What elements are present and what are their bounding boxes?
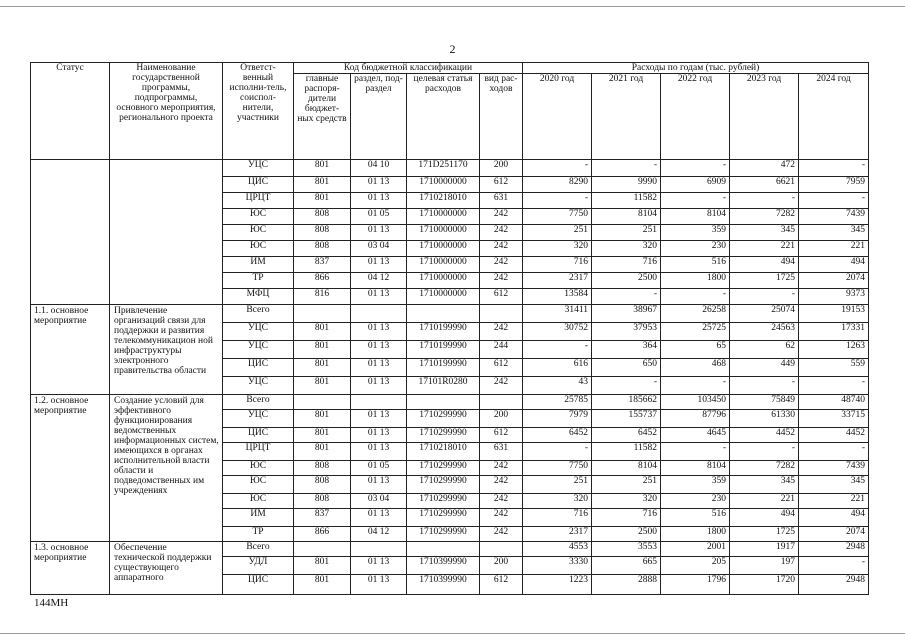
expense-2024-cell: 221 — [799, 494, 869, 509]
expense-type-cell: 242 — [480, 494, 523, 509]
section-code-cell: 01 13 — [351, 359, 407, 377]
grbs-code-cell: 808 — [294, 494, 351, 509]
expense-2020-cell: 43 — [523, 377, 592, 395]
table-row — [31, 305, 869, 323]
expense-2022-cell: 359 — [661, 476, 730, 494]
expense-2020-cell: 7750 — [523, 209, 592, 225]
expense-2022-cell: - — [661, 289, 730, 305]
expense-2021-cell: 8104 — [592, 461, 661, 476]
responsible-cell: Всего — [223, 395, 294, 410]
expense-2022-cell: 516 — [661, 509, 730, 527]
responsible-cell: ЦИС — [223, 428, 294, 443]
measure-name-cell: Привлечение организаций связи для поддержки и развития телекоммуникацион ной инфраструктуры электронного правительства области — [110, 305, 223, 395]
expense-2022-cell: - — [661, 443, 730, 461]
target-article-cell: 1710299990 — [407, 461, 480, 476]
expense-2024-cell: 2074 — [799, 273, 869, 289]
grbs-code-cell — [294, 395, 351, 410]
expense-2021-cell: 8104 — [592, 209, 661, 225]
expense-2022-cell: 8104 — [661, 461, 730, 476]
expense-2024-cell: 494 — [799, 257, 869, 273]
expense-2020-cell: 3330 — [523, 557, 592, 575]
expense-2021-cell: 364 — [592, 341, 661, 359]
expense-2020-cell: 6452 — [523, 428, 592, 443]
responsible-cell: УДЛ — [223, 557, 294, 575]
expense-2024-cell: 221 — [799, 241, 869, 257]
expense-2020-cell: 13584 — [523, 289, 592, 305]
expense-2022-cell: 8104 — [661, 209, 730, 225]
budget-table — [30, 62, 869, 595]
section-code-cell: 01 13 — [351, 410, 407, 428]
expense-2024-cell: 2948 — [799, 542, 869, 557]
target-article-cell: 1710299990 — [407, 476, 480, 494]
expense-type-cell: 244 — [480, 341, 523, 359]
expense-2020-cell: 320 — [523, 494, 592, 509]
expense-2023-cell: 449 — [730, 359, 799, 377]
grbs-code-cell: 801 — [294, 557, 351, 575]
target-article-cell: 1710199990 — [407, 359, 480, 377]
target-article-cell: 17101R0280 — [407, 377, 480, 395]
section-code-cell: 01 13 — [351, 289, 407, 305]
section-code-cell: 03 04 — [351, 494, 407, 509]
expense-type-cell: 200 — [480, 410, 523, 428]
expense-2023-cell: 1725 — [730, 273, 799, 289]
expense-type-cell: 242 — [480, 257, 523, 273]
responsible-cell: ТР — [223, 273, 294, 289]
section-code-cell: 01 13 — [351, 225, 407, 241]
expense-2020-cell: 25785 — [523, 395, 592, 410]
status-cell: 1.2. основное мероприятие — [31, 395, 110, 542]
expense-2023-cell: 221 — [730, 494, 799, 509]
expense-type-cell: 612 — [480, 177, 523, 193]
expense-2024-cell: 4452 — [799, 428, 869, 443]
status-cell — [31, 160, 110, 305]
section-code-cell: 01 13 — [351, 323, 407, 341]
expense-2024-cell: - — [799, 193, 869, 209]
expense-type-cell: 612 — [480, 428, 523, 443]
grbs-code-cell: 801 — [294, 377, 351, 395]
responsible-cell: ЦРЦТ — [223, 193, 294, 209]
expense-2021-cell: 716 — [592, 509, 661, 527]
expense-2023-cell: 197 — [730, 557, 799, 575]
target-article-cell: 1710199990 — [407, 323, 480, 341]
expense-type-cell: 242 — [480, 241, 523, 257]
expense-type-cell — [480, 395, 523, 410]
expense-2020-cell: 616 — [523, 359, 592, 377]
grbs-code-cell: 816 — [294, 289, 351, 305]
grbs-code-cell: 801 — [294, 193, 351, 209]
col-grbs-header: главные распоря-дители бюджет-ных средств — [294, 74, 351, 160]
target-article-cell: 1710000000 — [407, 225, 480, 241]
expense-2023-cell: 7282 — [730, 461, 799, 476]
expense-2020-cell: - — [523, 341, 592, 359]
section-code-cell: 01 05 — [351, 209, 407, 225]
responsible-cell: УЦС — [223, 410, 294, 428]
expense-type-cell — [480, 305, 523, 323]
expense-2020-cell: 251 — [523, 476, 592, 494]
expense-2020-cell: 251 — [523, 225, 592, 241]
expense-type-cell: 242 — [480, 209, 523, 225]
grbs-code-cell: 801 — [294, 341, 351, 359]
target-article-cell: 171D251170 — [407, 160, 480, 177]
expense-2021-cell: 251 — [592, 476, 661, 494]
col-year-2022-header: 2022 год — [661, 74, 730, 160]
responsible-cell: ЦИС — [223, 359, 294, 377]
section-code-cell: 01 13 — [351, 575, 407, 595]
expense-2024-cell: 7439 — [799, 209, 869, 225]
responsible-cell: ЮС — [223, 461, 294, 476]
target-article-cell: 1710000000 — [407, 209, 480, 225]
expense-2024-cell: - — [799, 377, 869, 395]
responsible-cell: ИМ — [223, 257, 294, 273]
expense-2021-cell: 3553 — [592, 542, 661, 557]
expense-2024-cell: 17331 — [799, 323, 869, 341]
section-code-cell: 01 13 — [351, 557, 407, 575]
table-row — [31, 160, 869, 177]
target-article-cell: 1710299990 — [407, 494, 480, 509]
responsible-cell: УЦС — [223, 323, 294, 341]
expense-2022-cell: - — [661, 377, 730, 395]
expense-2020-cell: 320 — [523, 241, 592, 257]
expense-2024-cell: 7959 — [799, 177, 869, 193]
section-code-cell — [351, 395, 407, 410]
responsible-cell: УЦС — [223, 377, 294, 395]
section-code-cell: 01 13 — [351, 341, 407, 359]
grbs-code-cell: 801 — [294, 443, 351, 461]
section-code-cell: 04 12 — [351, 527, 407, 542]
expense-2020-cell: 716 — [523, 257, 592, 273]
expense-2021-cell: 185662 — [592, 395, 661, 410]
col-section-header: раздел, под-раздел — [351, 74, 407, 160]
expense-2024-cell: 494 — [799, 509, 869, 527]
target-article-cell: 1710000000 — [407, 289, 480, 305]
expense-type-cell: 631 — [480, 443, 523, 461]
expense-2023-cell: - — [730, 289, 799, 305]
section-code-cell: 01 13 — [351, 509, 407, 527]
col-exptype-header: вид рас-ходов — [480, 74, 523, 160]
col-name-header: Наименование государственной программы, подпрограммы, основного мероприятия, регионального проекта — [110, 63, 223, 160]
responsible-cell: ЮС — [223, 241, 294, 257]
responsible-cell: ЮС — [223, 476, 294, 494]
expense-2023-cell: 1720 — [730, 575, 799, 595]
col-year-2020-header: 2020 год — [523, 74, 592, 160]
expense-2020-cell: - — [523, 160, 592, 177]
expense-2021-cell: 2500 — [592, 273, 661, 289]
expense-2024-cell: 2948 — [799, 575, 869, 595]
expense-2021-cell: 155737 — [592, 410, 661, 428]
expense-2020-cell: 716 — [523, 509, 592, 527]
responsible-cell: Всего — [223, 542, 294, 557]
section-code-cell: 01 13 — [351, 476, 407, 494]
target-article-cell — [407, 395, 480, 410]
expense-2024-cell: 48740 — [799, 395, 869, 410]
expense-type-cell: 612 — [480, 575, 523, 595]
expense-2021-cell: 320 — [592, 494, 661, 509]
expense-type-cell: 200 — [480, 557, 523, 575]
section-code-cell: 01 05 — [351, 461, 407, 476]
expense-2021-cell: 37953 — [592, 323, 661, 341]
expense-2023-cell: 25074 — [730, 305, 799, 323]
grbs-code-cell: 866 — [294, 273, 351, 289]
expense-2022-cell: 516 — [661, 257, 730, 273]
grbs-code-cell: 808 — [294, 241, 351, 257]
expenses-group-header: Расходы по годам (тыс. рублей) — [523, 63, 869, 74]
expense-2022-cell: - — [661, 160, 730, 177]
target-article-cell: 1710000000 — [407, 177, 480, 193]
target-article-cell: 1710218010 — [407, 193, 480, 209]
expense-2023-cell: 345 — [730, 476, 799, 494]
status-cell: 1.1. основное мероприятие — [31, 305, 110, 395]
expense-2023-cell: 75849 — [730, 395, 799, 410]
expense-type-cell: 200 — [480, 160, 523, 177]
target-article-cell — [407, 542, 480, 557]
section-code-cell: 01 13 — [351, 428, 407, 443]
expense-type-cell: 242 — [480, 273, 523, 289]
expense-2021-cell: 2500 — [592, 527, 661, 542]
expense-2021-cell: 11582 — [592, 193, 661, 209]
expense-2024-cell: 559 — [799, 359, 869, 377]
scan-edge-top — [0, 6, 905, 7]
budget-table-wrap — [30, 62, 868, 595]
section-code-cell: 01 13 — [351, 257, 407, 273]
responsible-cell: ЦИС — [223, 575, 294, 595]
expense-type-cell: 612 — [480, 289, 523, 305]
expense-2022-cell: 230 — [661, 241, 730, 257]
target-article-cell — [407, 305, 480, 323]
expense-2021-cell: 38967 — [592, 305, 661, 323]
expense-type-cell: 242 — [480, 225, 523, 241]
expense-type-cell: 242 — [480, 476, 523, 494]
section-code-cell: 03 04 — [351, 241, 407, 257]
expense-2020-cell: 2317 — [523, 273, 592, 289]
expense-2021-cell: - — [592, 289, 661, 305]
col-status-header: Статус — [31, 63, 110, 160]
grbs-code-cell: 801 — [294, 575, 351, 595]
grbs-code-cell: 808 — [294, 225, 351, 241]
responsible-cell: ТР — [223, 527, 294, 542]
measure-name-cell: Обеспечение технической поддержки существующего аппаратного — [110, 542, 223, 595]
page-number: 2 — [449, 42, 456, 56]
expense-2023-cell: 6621 — [730, 177, 799, 193]
expense-type-cell: 242 — [480, 509, 523, 527]
measure-name-cell: Создание условий для эффективного функционирования ведомственных информационных систем, имеющихся в органах исполнительной власти области и подведомственных им учреждениях — [110, 395, 223, 542]
expense-2023-cell: 62 — [730, 341, 799, 359]
target-article-cell: 1710000000 — [407, 273, 480, 289]
target-article-cell: 1710399990 — [407, 557, 480, 575]
col-target-header: целевая статья расходов — [407, 74, 480, 160]
expense-2024-cell: 2074 — [799, 527, 869, 542]
grbs-code-cell — [294, 305, 351, 323]
expense-2024-cell: 9373 — [799, 289, 869, 305]
expense-type-cell: 242 — [480, 377, 523, 395]
expense-2024-cell: - — [799, 557, 869, 575]
expense-2020-cell: 4553 — [523, 542, 592, 557]
grbs-code-cell: 808 — [294, 476, 351, 494]
expense-2021-cell: - — [592, 377, 661, 395]
grbs-code-cell: 801 — [294, 410, 351, 428]
expense-type-cell: 612 — [480, 359, 523, 377]
grbs-code-cell: 801 — [294, 428, 351, 443]
responsible-cell: ИМ — [223, 509, 294, 527]
expense-2024-cell: 19153 — [799, 305, 869, 323]
responsible-cell: ЮС — [223, 225, 294, 241]
responsible-cell: Всего — [223, 305, 294, 323]
expense-2021-cell: 11582 — [592, 443, 661, 461]
grbs-code-cell: 801 — [294, 323, 351, 341]
expense-2020-cell: 2317 — [523, 527, 592, 542]
target-article-cell: 1710000000 — [407, 257, 480, 273]
expense-2020-cell: - — [523, 443, 592, 461]
expense-2021-cell: 716 — [592, 257, 661, 273]
expense-2021-cell: 6452 — [592, 428, 661, 443]
target-article-cell: 1710000000 — [407, 241, 480, 257]
expense-2022-cell: 1796 — [661, 575, 730, 595]
responsible-cell: УЦС — [223, 341, 294, 359]
expense-2022-cell: 1800 — [661, 527, 730, 542]
expense-type-cell: 242 — [480, 461, 523, 476]
grbs-code-cell: 801 — [294, 160, 351, 177]
expense-2022-cell: 205 — [661, 557, 730, 575]
grbs-code-cell — [294, 542, 351, 557]
responsible-cell: ЦРЦТ — [223, 443, 294, 461]
expense-2022-cell: 25725 — [661, 323, 730, 341]
expense-2021-cell: 251 — [592, 225, 661, 241]
expense-2023-cell: 1725 — [730, 527, 799, 542]
budget-code-group-header: Код бюджетной классификации — [294, 63, 523, 74]
expense-2022-cell: 359 — [661, 225, 730, 241]
grbs-code-cell: 866 — [294, 527, 351, 542]
expense-2022-cell: 2001 — [661, 542, 730, 557]
grbs-code-cell: 808 — [294, 209, 351, 225]
expense-2023-cell: 472 — [730, 160, 799, 177]
expense-type-cell: 242 — [480, 323, 523, 341]
section-code-cell — [351, 305, 407, 323]
section-code-cell: 01 13 — [351, 177, 407, 193]
expense-2020-cell: 31411 — [523, 305, 592, 323]
expense-2024-cell: - — [799, 443, 869, 461]
expense-2022-cell: 468 — [661, 359, 730, 377]
col-year-2023-header: 2023 год — [730, 74, 799, 160]
col-year-2021-header: 2021 год — [592, 74, 661, 160]
expense-2020-cell: 7750 — [523, 461, 592, 476]
table-row — [31, 542, 869, 557]
footer-doc-code: 144МН — [34, 597, 69, 609]
expense-2023-cell: 61330 — [730, 410, 799, 428]
grbs-code-cell: 837 — [294, 509, 351, 527]
table-row — [31, 395, 869, 410]
expense-2024-cell: 1263 — [799, 341, 869, 359]
expense-2021-cell: 2888 — [592, 575, 661, 595]
expense-2020-cell: - — [523, 193, 592, 209]
target-article-cell: 1710399990 — [407, 575, 480, 595]
expense-type-cell — [480, 542, 523, 557]
expense-2023-cell: 221 — [730, 241, 799, 257]
target-article-cell: 1710299990 — [407, 509, 480, 527]
section-code-cell: 04 12 — [351, 273, 407, 289]
responsible-cell: ЮС — [223, 209, 294, 225]
status-cell: 1.3. основное мероприятие — [31, 542, 110, 595]
expense-2023-cell: - — [730, 193, 799, 209]
target-article-cell: 1710299990 — [407, 527, 480, 542]
section-code-cell: 01 13 — [351, 193, 407, 209]
expense-2023-cell: - — [730, 443, 799, 461]
expense-2023-cell: 7282 — [730, 209, 799, 225]
expense-2023-cell: 494 — [730, 257, 799, 273]
expense-2023-cell: 24563 — [730, 323, 799, 341]
expense-2021-cell: 9990 — [592, 177, 661, 193]
grbs-code-cell: 808 — [294, 461, 351, 476]
expense-2020-cell: 7979 — [523, 410, 592, 428]
target-article-cell: 1710218010 — [407, 443, 480, 461]
scan-edge-bottom — [0, 633, 905, 634]
expense-2024-cell: 7439 — [799, 461, 869, 476]
expense-2023-cell: 345 — [730, 225, 799, 241]
expense-2022-cell: 1800 — [661, 273, 730, 289]
expense-2020-cell: 8290 — [523, 177, 592, 193]
responsible-cell: УЦС — [223, 160, 294, 177]
responsible-cell: ЮС — [223, 494, 294, 509]
section-code-cell: 04 10 — [351, 160, 407, 177]
section-code-cell: 01 13 — [351, 443, 407, 461]
expense-type-cell: 242 — [480, 527, 523, 542]
expense-2024-cell: 33715 — [799, 410, 869, 428]
measure-name-cell — [110, 160, 223, 305]
section-code-cell — [351, 542, 407, 557]
grbs-code-cell: 801 — [294, 177, 351, 193]
col-resp-header: Ответст-венный исполни-тель, соиспол-нители, участники — [223, 63, 294, 160]
expense-2024-cell: 345 — [799, 225, 869, 241]
expense-2023-cell: 1917 — [730, 542, 799, 557]
expense-2022-cell: 103450 — [661, 395, 730, 410]
target-article-cell: 1710299990 — [407, 428, 480, 443]
expense-2023-cell: - — [730, 377, 799, 395]
expense-2022-cell: 4645 — [661, 428, 730, 443]
target-article-cell: 1710299990 — [407, 410, 480, 428]
expense-2020-cell: 1223 — [523, 575, 592, 595]
responsible-cell: МФЦ — [223, 289, 294, 305]
grbs-code-cell: 837 — [294, 257, 351, 273]
table-body — [31, 160, 869, 595]
expense-2023-cell: 4452 — [730, 428, 799, 443]
col-year-2024-header: 2024 год — [799, 74, 869, 160]
expense-2022-cell: 65 — [661, 341, 730, 359]
expense-2021-cell: - — [592, 160, 661, 177]
expense-2024-cell: - — [799, 160, 869, 177]
expense-2022-cell: - — [661, 193, 730, 209]
expense-2021-cell: 650 — [592, 359, 661, 377]
responsible-cell: ЦИС — [223, 177, 294, 193]
target-article-cell: 1710199990 — [407, 341, 480, 359]
section-code-cell: 01 13 — [351, 377, 407, 395]
expense-2021-cell: 665 — [592, 557, 661, 575]
expense-2020-cell: 30752 — [523, 323, 592, 341]
expense-2022-cell: 6909 — [661, 177, 730, 193]
expense-2024-cell: 345 — [799, 476, 869, 494]
expense-2023-cell: 494 — [730, 509, 799, 527]
expense-2022-cell: 230 — [661, 494, 730, 509]
expense-2022-cell: 87796 — [661, 410, 730, 428]
expense-type-cell: 631 — [480, 193, 523, 209]
grbs-code-cell: 801 — [294, 359, 351, 377]
expense-2021-cell: 320 — [592, 241, 661, 257]
expense-2022-cell: 26258 — [661, 305, 730, 323]
